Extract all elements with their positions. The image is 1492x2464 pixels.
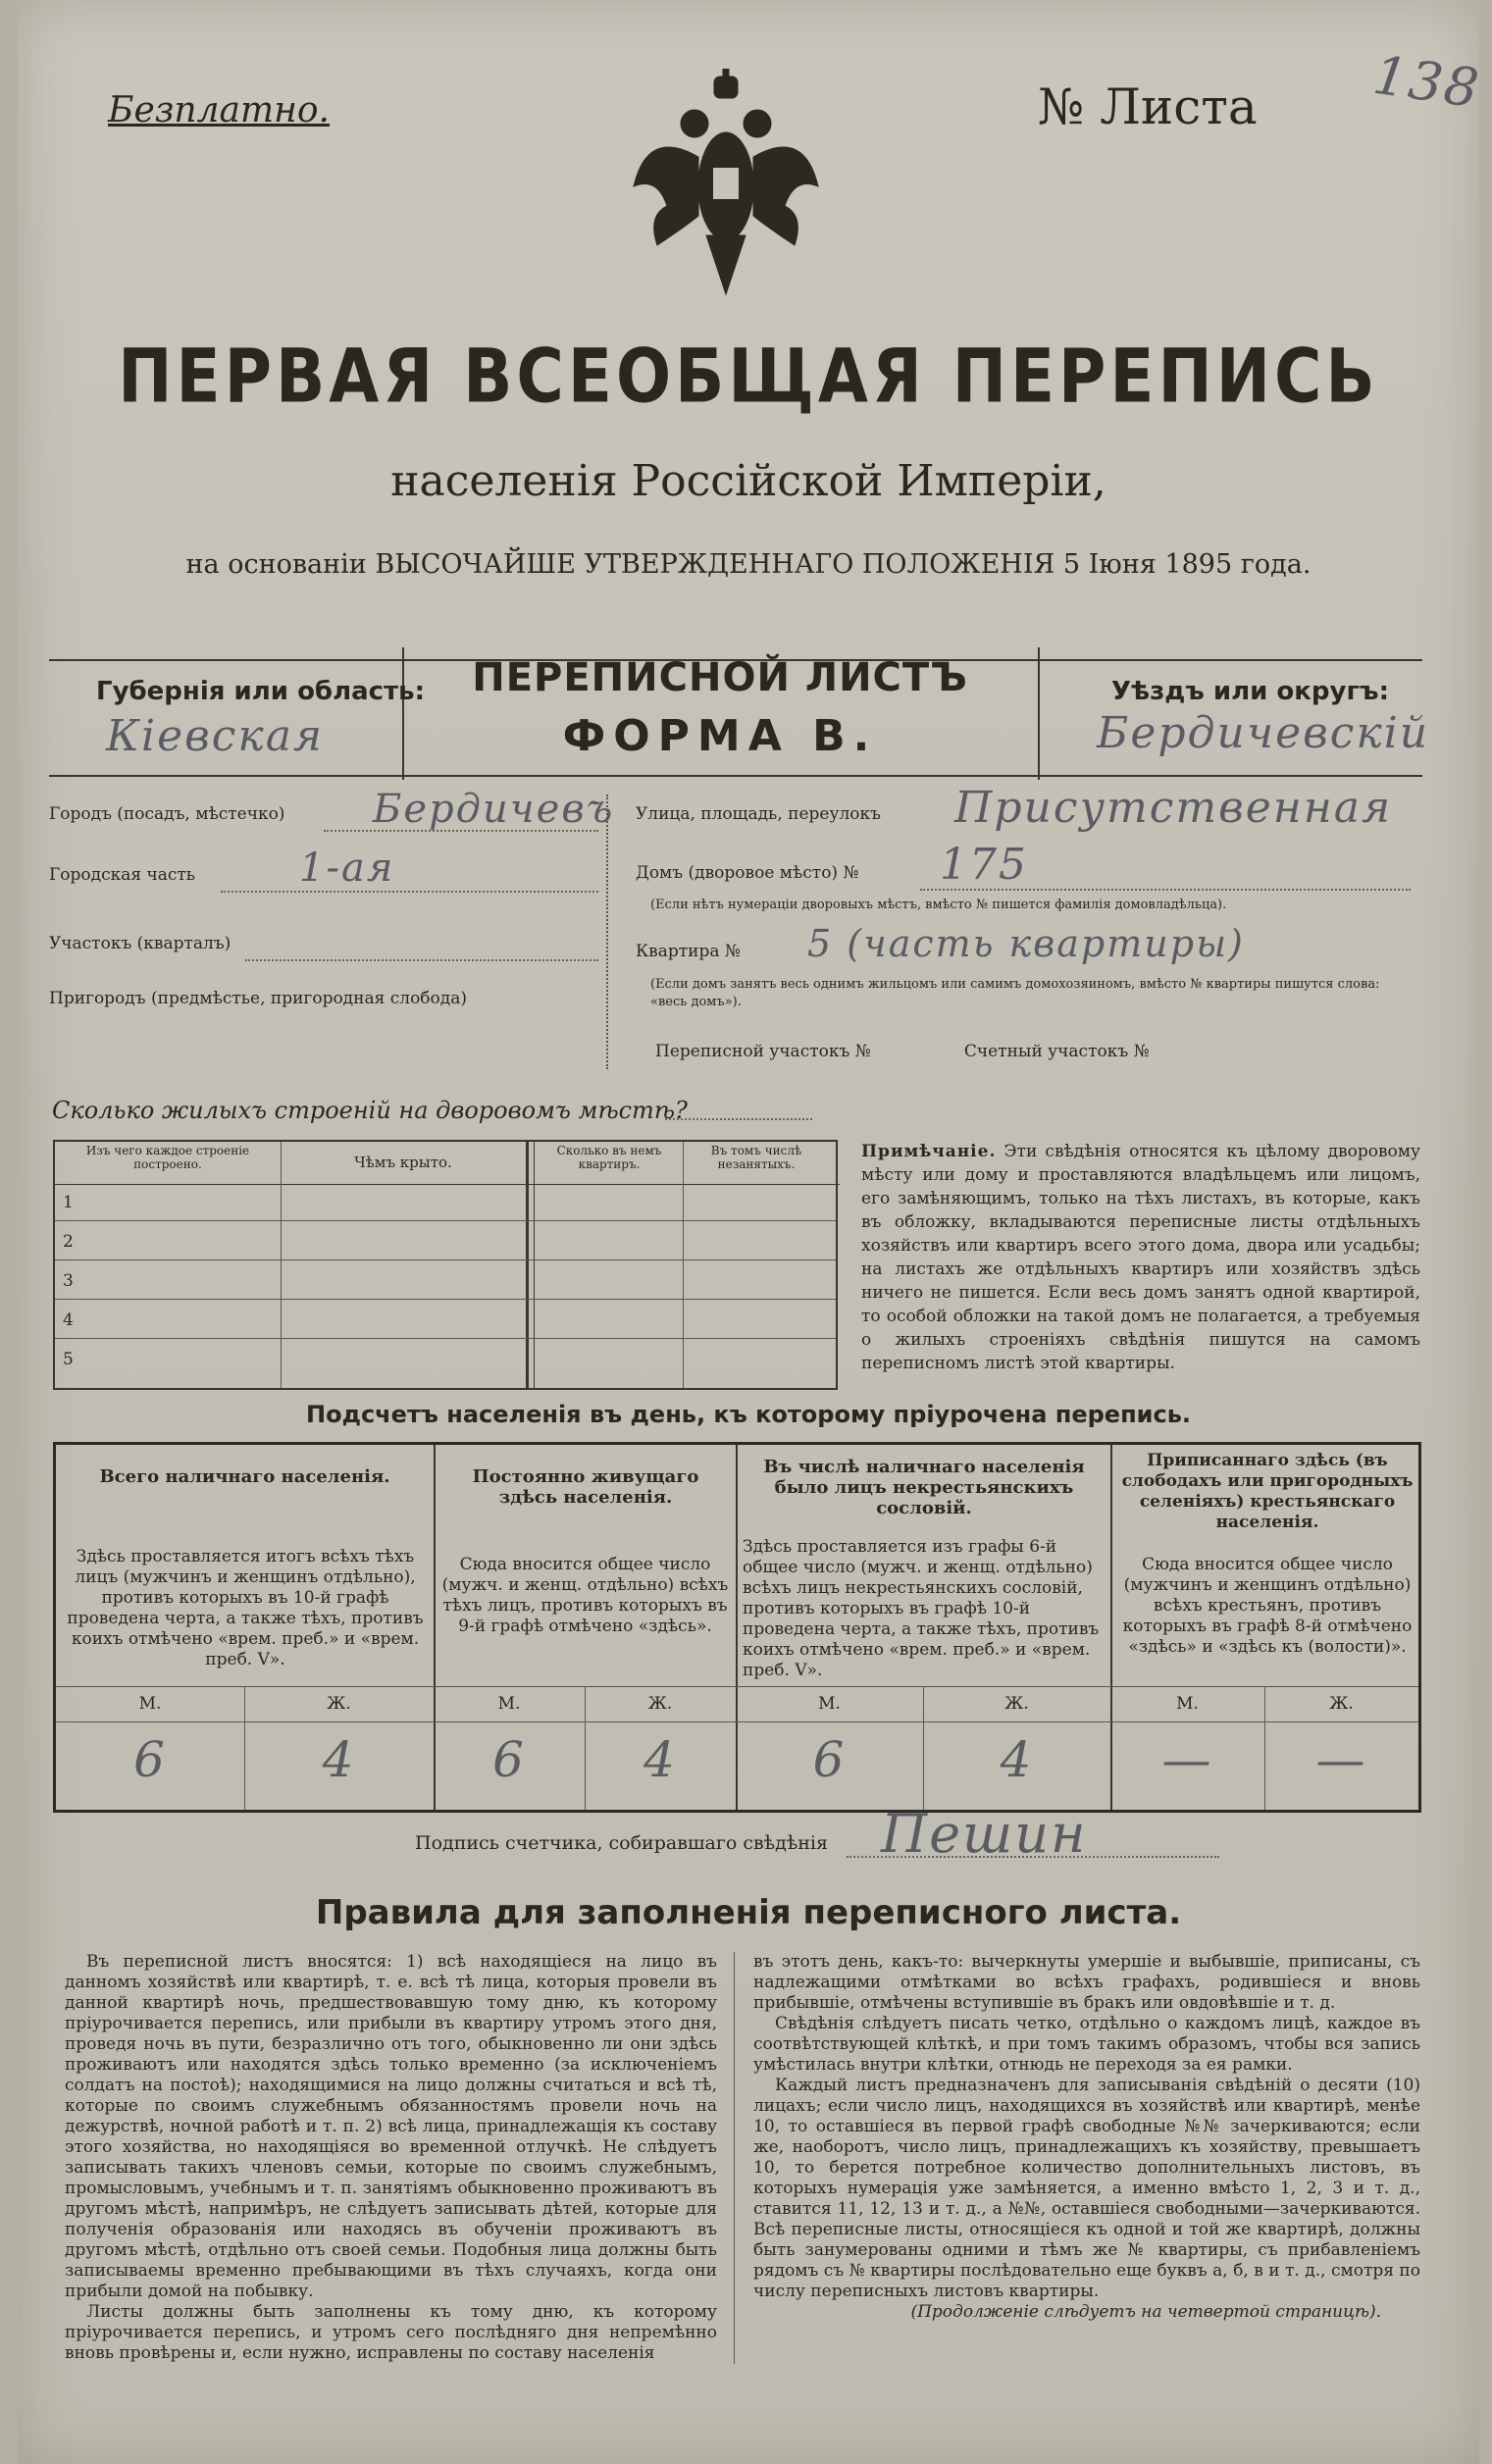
row-3: 3 (63, 1271, 74, 1291)
house-value: 175 (940, 840, 1028, 890)
col2-f-label: Ж. (647, 1694, 673, 1714)
col4-m-value: — (1161, 1731, 1213, 1788)
buildings-question: Сколько жилыхъ строеній на дворовомъ мѣстѣ? (52, 1097, 688, 1124)
col3-title: Въ числѣ наличнаго населенія было лицъ некрестьянскихъ сословій. (763, 1457, 1085, 1518)
col1-f-label: Ж. (327, 1694, 351, 1714)
district-value: Бердичевскій (1097, 708, 1430, 758)
signature-label: Подпись счетчика, собиравшаго свѣдѣнія (415, 1832, 828, 1854)
col-apartments: Сколько въ немъ квартиръ. (556, 1144, 662, 1171)
col4-f-value: — (1315, 1731, 1367, 1788)
house-row: Домъ (дворовое мѣсто) № 175 (636, 863, 1411, 883)
population-heading: Подсчетъ населенія въ день, къ которому пріурочена перепись. (306, 1401, 1191, 1428)
street-row: Улица, площадь, переулокъ Присутственная (636, 783, 1393, 833)
col-material: Изъ чего каждое строеніе построено. (85, 1144, 250, 1171)
row-5: 5 (63, 1350, 74, 1369)
free-label: Безплатно. (108, 90, 330, 130)
col3-f-value: 4 (1000, 1731, 1034, 1788)
rules-right-p3: Каждый листъ предназначенъ для записыванія свѣдѣній о десяти (10) лицахъ; если число лицъ, находящихся въ хозяйствѣ или квартирѣ, менѣе 10, то оставшіеся въ первой графѣ свободные №№ зачеркиваются; если же, наоборотъ, число лицъ, принадлежащихъ къ хозяйству, превышаетъ 10, то берется потребное количество дополнительныхъ листовъ, въ которыхъ нумерація уже замѣняется, а именно вмѣсто 1, 2, 3 и т. д., ставится 11, 12, 13 и т. д., а №№, оставшіеся свободными—зачеркиваются. Всѣ переписные листы, относящіеся къ одной и той же квартирѣ, должны быть занумерованы одними и тѣмъ же № квартиры, съ прибавленіемъ рядомъ съ № квартиры послѣдовательно еще буквъ а, б, в и т. д., смотря по числу переписныхъ листовъ квартиры. (753, 2076, 1420, 2301)
col4-title: Приписаннаго здѣсь (въ слободахъ или пригородныхъ селеніяхъ) крестьянскаго населенія. (1121, 1451, 1414, 1532)
rules-right-column (753, 1952, 1420, 2323)
district-label: Уѣздъ или округъ: (1111, 677, 1389, 706)
col4-desc: Сюда вносится общее число (мужчинъ и женщинъ отдѣльно) всѣхъ крестьянъ, противъ которыхъ въ графѣ 8-й отмѣчено «здѣсь» и «здѣсь къ (волости)». (1122, 1555, 1413, 1657)
buildings-table (53, 1140, 838, 1390)
suburb-row: Пригородъ (предмѣстье, пригородная слобода) (49, 989, 468, 1008)
apartment-value: 5 (часть квартиры) (807, 922, 1245, 965)
rules-left-p2: Листы должны быть заполнены къ тому дню, къ которому пріурочивается перепись, и утромъ сего послѣдняго дня непремѣнно вновь провѣрены и, если нужно, исправлены по составу населенія (65, 2302, 717, 2363)
col3-m-label: М. (818, 1694, 841, 1714)
city-part-value: 1-ая (299, 846, 395, 891)
rules-continued: (Продолженіе слѣдуетъ на четвертой страницѣ). (910, 2302, 1381, 2322)
col2-f-value: 4 (643, 1731, 677, 1788)
col1-m-label: М. (138, 1694, 162, 1714)
census-sheet (18, 0, 1484, 2464)
province-label: Губернія или область: (96, 677, 425, 706)
signature-value: Пешин (881, 1803, 1088, 1865)
population-table (53, 1442, 1421, 1813)
imperial-eagle-icon (628, 69, 824, 304)
col2-title: Постоянно живущаго здѣсь населенія. (472, 1466, 699, 1508)
precinct-row: Участокъ (кварталъ) (49, 934, 598, 969)
form-title: ПЕРЕПИСНОЙ ЛИСТЪ (472, 655, 968, 700)
rules-left-p1: Въ переписной листъ вносятся: 1) всѣ находящіеся на лицо въ данномъ хозяйствѣ или квартирѣ, т. е. всѣ тѣ лица, которыя провели въ данной квартирѣ ночь, предшествовавшую тому дню, къ которому пріурочивается перепись, или прибыли въ квартиру утромъ этого дня, проведя ночь въ пути, безразлично отъ того, обыкновенно ли они здѣсь проживаютъ или находятся здѣсь только временно (за исключеніемъ солдатъ на постоѣ); находящимися на лицо должны считаться и всѣ тѣ, которые по своимъ служебнымъ обязанностямъ провели ночь на дежурствѣ, ночной работѣ и т. п. 2) всѣ лица, принадлежащія къ составу этого хозяйства, но находящіяся во временной отлучкѣ. Не слѣдуетъ записывать такихъ членовъ семьи, которые по своимъ служебнымъ, промысловымъ, учебнымъ и т. п. занятіямъ обыкновенно проживаютъ въ другомъ мѣстѣ, напримѣръ, не слѣдуетъ записывать дѣтей, которые для полученія образованія или находясь въ обученіи проживаютъ въ другомъ мѣстѣ, отдѣльно отъ своей семьи. Подобныя лица должны быть записываемы временно пребывающими въ тѣхъ случаяхъ, когда они прибыли домой на побывку. (65, 1952, 717, 2301)
col3-m-value: 6 (812, 1731, 847, 1788)
row-2: 2 (63, 1232, 74, 1252)
rules-right-p1: въ этотъ день, какъ-то: вычеркнуты умершіе и выбывшіе, приписаны, съ надлежащими отмѣтками во всѣхъ графахъ, родившіеся и вновь прибывшіе, отмѣчены вступившіе въ бракъ или овдовѣвшіе и т. д. (753, 1952, 1420, 2013)
col3-f-label: Ж. (1004, 1694, 1029, 1714)
col1-m-value: 6 (133, 1731, 167, 1788)
city-row: Городъ (посадъ, мѣстечко) Бердичевъ (49, 787, 615, 832)
city-part-row: Городская часть 1-ая (49, 865, 598, 900)
page-subtitle: населенія Россійской Имперіи, (390, 456, 1106, 506)
col3-desc: Здѣсь проставляется изъ графы 6-й общее число (мужч. и женщ. отдѣльно) всѣхъ лицъ некрестьянскихъ сословій, противъ которыхъ въ графѣ 10-й проведена черта, а также тѣхъ, противъ коихъ отмѣчено «врем. преб.» и «врем. преб. V». (743, 1537, 1100, 1680)
col1-title: Всего наличнаго населенія. (99, 1466, 390, 1487)
precinct-numbers-row: Переписной участокъ № Счетный участокъ № (655, 1042, 1150, 1061)
col4-m-label: М. (1176, 1694, 1199, 1714)
rules-heading: Правила для заполненія переписного листа. (315, 1893, 1182, 1932)
apartment-note: (Если домъ занятъ весь однимъ жильцомъ или самимъ домохозяиномъ, вмѣсто № квартиры пишутся слова: «весь домъ»). (650, 977, 1380, 1009)
col2-desc: Сюда вносится общее число (мужч. и женщ. отдѣльно) всѣхъ тѣхъ лицъ, противъ которыхъ въ 9-й графѣ отмѣчено «здѣсь». (441, 1555, 729, 1636)
house-note: (Если нѣтъ нумераціи дворовыхъ мѣстъ, вмѣсто № пишется фамилія домовладѣльца). (650, 898, 1227, 912)
page-title: ПЕРВАЯ ВСЕОБЩАЯ ПЕРЕПИСЬ (118, 333, 1379, 420)
sheet-number-label: № Листа (1038, 78, 1258, 135)
note: Примѣчаніе. Эти свѣдѣнія относятся къ цѣлому дворовому мѣсту или дому и проставляются владѣльцемъ или лицомъ, его замѣняющимъ, только на тѣхъ листахъ, въ которые, какъ въ обложку, вкладываются переписные листы отдѣльныхъ хозяйствъ или квартиръ всего этого дома, двора или усадьбы; на листахъ же отдѣльныхъ квартиръ или хозяйствъ здѣсь ничего не пишется. Если весь домъ занятъ одной квартирой, то особой обложки на такой домъ не полагается, а требуемыя о жилыхъ строеніяхъ свѣдѣнія пишутся на самомъ переписномъ листѣ этой квартиры. (861, 1142, 1420, 1373)
city-value: Бердичевъ (373, 787, 615, 832)
col2-m-value: 6 (492, 1731, 526, 1788)
col1-f-value: 4 (322, 1731, 356, 1788)
rules-right-p2: Свѣдѣнія слѣдуетъ писать четко, отдѣльно о каждомъ лицѣ, каждое въ соотвѣтствующей клѣткѣ, и при томъ такимъ образомъ, чтобы вся запись умѣстилась внутри клѣтки, отнюдь не переходя за ея рамки. (753, 2014, 1420, 2075)
province-value: Кіевская (106, 711, 325, 761)
col4-f-label: Ж. (1329, 1694, 1354, 1714)
street-value: Присутственная (954, 783, 1393, 833)
col1-desc: Здѣсь проставляется итогъ всѣхъ тѣхъ лицъ (мужчинъ и женщинъ отдѣльно), противъ которыхъ въ 10-й графѣ проведена черта, а также тѣхъ, противъ коихъ отмѣчено «врем. преб.» и «врем. преб. V». (67, 1547, 424, 1669)
col-roof: Чѣмъ крыто. (354, 1154, 452, 1171)
col2-m-label: М. (497, 1694, 521, 1714)
row-4: 4 (63, 1310, 74, 1330)
decree-basis: на основаніи ВЫСОЧАЙШЕ УТВЕРЖДЕННАГО ПОЛОЖЕНІЯ 5 Іюня 1895 года. (185, 549, 1312, 580)
row-1: 1 (63, 1193, 74, 1212)
col-uninhabited: Въ томъ числѣ незанятыхъ. (710, 1144, 802, 1171)
apartment-row: Квартира № 5 (часть квартиры) (636, 922, 1245, 965)
sheet-number-hand: 138 (1369, 43, 1484, 121)
form-letter: ФОРМА В. (562, 711, 878, 761)
rules-left-column (65, 1952, 717, 2364)
